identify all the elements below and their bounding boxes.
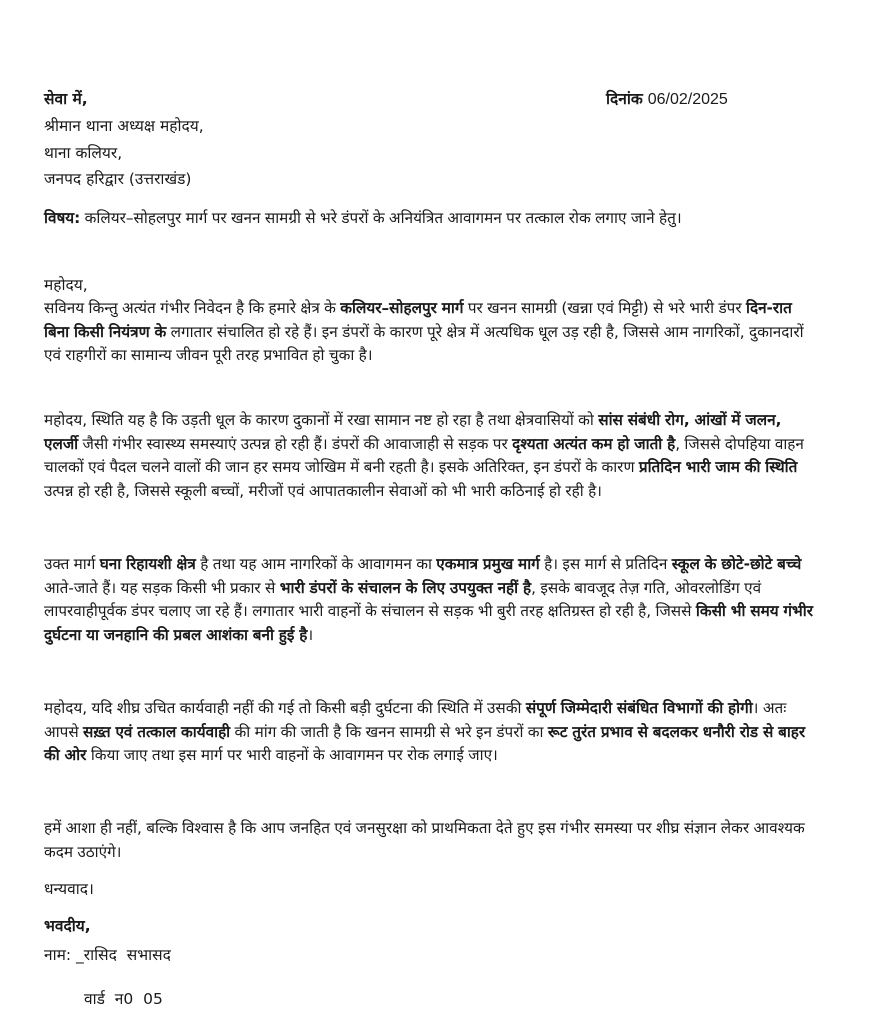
body-text: उत्पन्न हो रही है, जिससे स्कूली बच्चों, मरीजों एवं आपातकालीन सेवाओं को भी भारी कठिनाई हो रही है।	[44, 481, 602, 500]
greeting: महोदय,	[44, 276, 88, 294]
emphasized-text: संपूर्ण जिम्मेदारी संबंधित विभागों की होगी	[525, 699, 753, 717]
emphasized-text: स्कूल के छोटे-छोटे बच्चे	[671, 555, 802, 573]
body-text: सविनय किन्तु अत्यंत गंभीर निवेदन है कि हमारे क्षेत्र के	[44, 299, 341, 317]
date-block	[606, 88, 728, 111]
ward-number: वार्ड न0 05	[84, 990, 163, 1008]
body-text: है। इस मार्ग से प्रतिदिन	[539, 555, 672, 573]
paragraph-5	[44, 817, 814, 864]
signature-name: नाम: _रासिद सभासद	[44, 946, 171, 964]
subject-label: विषय:	[44, 209, 81, 227]
body-text: , इसके बावजूद तेज़ गति, ओवरलोडिंग एवं लापरवाहीपूर्वक डंपर चलाए जा रहे हैं। लगातार भारी वाहनों के संचालन से सड़क भी बुरी तरह क्षतिग्रस्त हो रही है, जिससे	[44, 578, 762, 621]
emphasized-text: किसी भी समय गंभीर दुर्घटना या जनहानि की प्रबल आशंका बनी हुई है	[44, 602, 814, 644]
date-value: 06/02/2025	[647, 91, 728, 108]
body-text: किया जाए तथा इस मार्ग पर भारी वाहनों के आवागमन पर रोक लगाई जाए।	[86, 746, 498, 765]
paragraph-2	[44, 409, 814, 503]
paragraph-3	[44, 553, 814, 647]
emphasized-text: दृश्यता अत्यंत कम हो जाती है	[512, 434, 676, 453]
emphasized-text: कलियर–सोहलपुर मार्ग	[340, 299, 464, 317]
body-text: आते-जाते हैं। यह सड़क किसी भी प्रकार से	[44, 578, 280, 597]
addressee-line-1: श्रीमान थाना अध्यक्ष महोदय,	[44, 117, 204, 135]
emphasized-text: सख़्त एवं तत्काल कार्यवाही	[83, 722, 231, 741]
paragraph-4	[44, 697, 814, 768]
body-text: जैसी गंभीर स्वास्थ्य समस्याएं उत्पन्न हो रही हैं। डंपरों की आवाजाही से सड़क पर	[78, 434, 513, 453]
subject-line	[44, 207, 814, 231]
body-text: , जिससे दोपहिया वाहन चालकों एवं पैदल चलने वालों की जान हर समय जोखिम में बनी रहती है। इसके अतिरिक्त, इन डंपरों के कारण	[44, 434, 804, 477]
emphasized-text: दिन-रात बिना किसी नियंत्रण के	[44, 299, 792, 341]
emphasized-text: सांस संबंधी रोग, आंखों में जलन, एलर्जी	[44, 411, 782, 453]
body-text: पर खनन सामग्री (खन्ना एवं मिट्टी) से भरे भारी डंपर	[463, 299, 746, 317]
addressee-line-2: थाना कलियर,	[44, 144, 123, 162]
addressee-line-3: जनपद हरिद्वार (उत्तराखंड)	[44, 170, 192, 188]
salutation-to: सेवा में,	[44, 90, 88, 108]
subject-text: कलियर–सोहलपुर मार्ग पर खनन सामग्री से भरे डंपरों के अनियंत्रित आवागमन पर तत्काल रोक लगाए जाने हेतु।	[80, 209, 682, 227]
body-text: उक्त मार्ग	[44, 555, 100, 573]
emphasized-text: रूट तुरंत प्रभाव से बदलकर धनौरी रोड से बाहर की ओर	[44, 722, 806, 765]
paragraph-1	[44, 297, 814, 368]
body-text: महोदय, यदि शीघ्र उचित कार्यवाही नहीं की गई तो किसी बड़ी दुर्घटना की स्थिति में उसकी	[44, 699, 526, 717]
body-text: ।	[307, 625, 314, 644]
emphasized-text: घना रिहायशी क्षेत्र	[99, 555, 196, 573]
body-text: की मांग की जाती है कि खनन सामग्री से भरे इन डंपरों का	[230, 722, 548, 741]
emphasized-text: प्रतिदिन भारी जाम की स्थिति	[638, 458, 798, 477]
emphasized-text: एकमात्र प्रमुख मार्ग	[436, 555, 540, 573]
thanks: धन्यवाद।	[44, 880, 94, 898]
body-text: महोदय, स्थिति यह है कि उड़ती धूल के कारण दुकानों में रखा सामान नष्ट हो रहा है तथा क्षेत्रवासियों को	[44, 411, 599, 429]
body-text: हमें आशा ही नहीं, बल्कि विश्वास है कि आप जनहित एवं जनसुरक्षा को प्राथमिकता देते हुए इस गंभीर समस्या पर शीघ्र संज्ञान लेकर आवश्यक कदम उठाएंगे।	[44, 819, 805, 861]
body-text: है तथा यह आम नागरिकों के आवागमन का	[195, 555, 437, 573]
date-label: दिनांक	[606, 90, 643, 108]
yours-faithfully: भवदीय,	[44, 917, 91, 935]
body-text: लगातार संचालित हो रहे हैं। इन डंपरों के कारण पूरे क्षेत्र में अत्यधिक धूल उड़ रही है, जिससे आम नागरिकों, दुकानदारों एवं राहगीरों का सामान्य जीवन पूरी तरह प्रभावित हो चुका है।	[44, 322, 804, 365]
body-text: । अतः आपसे	[44, 699, 787, 741]
emphasized-text: भारी डंपरों के संचालन के लिए उपयुक्त नहीं है	[279, 578, 532, 597]
